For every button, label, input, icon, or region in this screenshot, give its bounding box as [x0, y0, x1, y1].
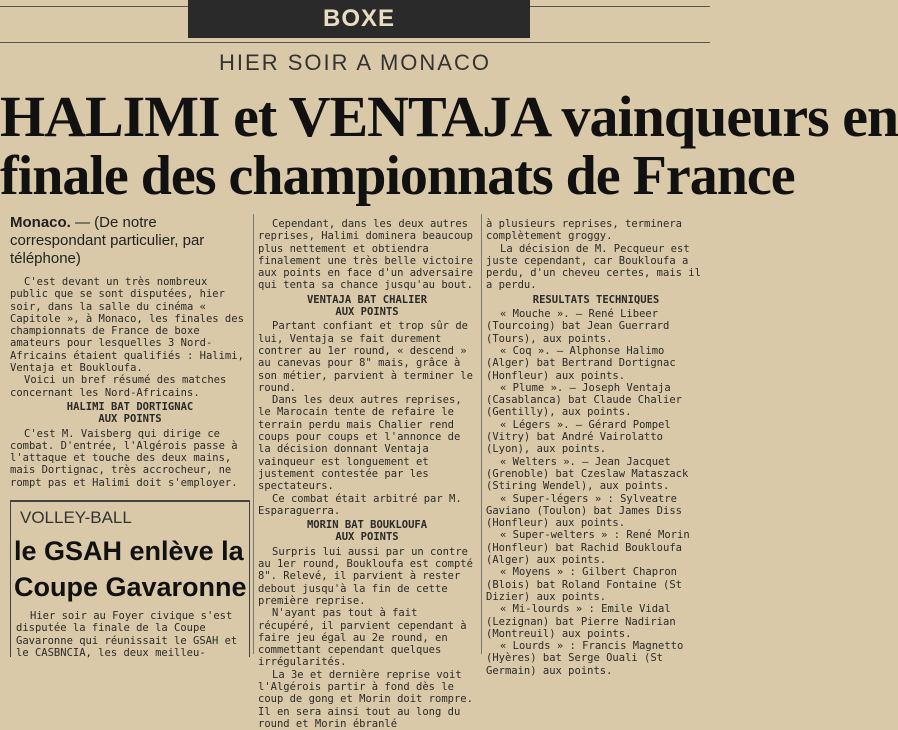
paragraph: La décision de M. Pecqueur est juste cependant, car Boukloufa a perdu, d'un cheveu certes, mais il a perdu.: [486, 242, 701, 292]
paragraph: C'est devant un très nombreux public que se sont disputées, hier soir, dans la salle du cinéma « Capitole », à Monaco, les finales des championnats de France de boxe amateurs pour lesquelles 3 Nord-Africains étaient qualifiés : Halimi, Ventaja et Boukloufa.: [10, 276, 244, 375]
headline-line-2: finale des championnats de France: [0, 145, 795, 207]
paragraph: La 3e et dernière reprise voit l'Algérois partir à fond dès le coup de gong et Morin doit rompre. Il en sera ainsi tout au long du round et Morin ébranlé: [258, 668, 473, 730]
result-item: « Mouche ». — René Libeer (Tourcoing) bat Jean Guerrard (Tours), aux points.: [486, 308, 670, 345]
subheading: AUX POINTS: [335, 531, 399, 544]
headline-line-1: HALIMI et VENTAJA vainqueurs en: [0, 84, 898, 149]
result-item: « Super-légers » : Sylveatre Gaviano (Toulon) bat James Diss (Honfleur) aux points.: [486, 492, 682, 530]
article-column-3: [486, 218, 706, 677]
subheading: HALIMI BAT DORTIGNAC: [66, 400, 194, 413]
result-item: « Lourds » : Francis Magnetto (Hyères) bat Serge Ouali (St Germain) aux points.: [486, 640, 684, 677]
result-item: « Super-welters » : René Morin (Honfleur) bat Rachid Boukloufa (Alger) aux points.: [486, 529, 690, 567]
column-divider-1: [253, 214, 254, 654]
results-heading: RESULTATS TECHNIQUES: [532, 293, 660, 306]
subheading: MORIN BAT BOUKLOUFA: [306, 519, 428, 532]
banner-rule: [0, 42, 710, 43]
dateline-place: Monaco.: [10, 214, 71, 231]
dateline: [10, 214, 250, 268]
subheading: AUX POINTS: [98, 413, 162, 426]
article-column-1: [10, 276, 250, 489]
paragraph: N'ayant pas tout à fait récupéré, il parvient cependant à faire jeu égal au 2e round, en commettant cependant quelques irrégularités.: [258, 607, 467, 669]
paragraph: Hier soir au Foyer civique s'est disputée la finale de la Coupe Gavaronne qui réunissait le GSAH et le CASBNCIA, les deux meilleu-: [16, 610, 238, 659]
paragraph: Surpris lui aussi par un contre au 1er round, Boukloufa est compté 8". Relevé, il parvient à rester debout jusqu'à la fin de cette première reprise.: [258, 545, 473, 607]
result-item: « Welters ». — Jean Jacquet (Grenoble) bat Czeslaw Mataszack (Stiring Wendel), aux points.: [486, 455, 689, 493]
paragraph: Voici un bref résumé des matches concernant les Nord-Africains.: [10, 374, 227, 399]
volley-headline-2: Coupe Gavaronne: [14, 572, 247, 602]
paragraph: C'est M. Vaisberg qui dirige ce combat. D'entrée, l'Algérois passe à l'attaque et touche des deux mains, mais Dortignac, très accrocheur, ne rompt pas et Halimi doit s'employer.: [10, 427, 238, 489]
paragraph: Partant confiant et trop sûr de lui, Ventaja se fait durement contrer au 1er round, « descend » au canevas pour 8" mais, grâce à son métier, parvient à terminer le round.: [258, 320, 473, 394]
paragraph: Dans les deux autres reprises, le Marocain tente de refaire le terrain perdu mais Chalier rend coups pour coups et l'annonce de la décision donnant Ventaja vainqueur est longuement et justement contestée par les spectateurs.: [258, 394, 462, 493]
article-kicker: HIER SOIR A MONACO: [219, 50, 491, 75]
dateline-text: — (De notre correspondant particulier, par téléphone): [10, 214, 205, 267]
article-column-2: [258, 218, 476, 730]
volley-kicker: VOLLEY-BALL: [20, 508, 132, 527]
subheading: AUX POINTS: [335, 306, 399, 319]
paragraph: Ce combat était arbitré par M. Esparaguerra.: [258, 492, 462, 517]
result-item: « Plume ». — Joseph Ventaja (Casablanca) bat Claude Chalier (Gentilly), aux points.: [486, 381, 682, 419]
paragraph: Cependant, dans les deux autres reprises, Halimi dominera beaucoup plus nettement et obtiendra finalement une très belle victoire aux points en face d'un adversaire qui tenta sa chance jusqu'au bout.: [258, 218, 473, 292]
result-item: « Moyens » : Gilbert Chapron (Blois) bat Roland Fontaine (St Dizier) aux points.: [486, 566, 682, 603]
subheading: VENTAJA BAT CHALIER: [306, 293, 428, 306]
column-divider-2: [481, 214, 482, 654]
paragraph: à plusieurs reprises, terminera complètement groggy.: [486, 218, 682, 243]
section-banner: BOXE: [188, 0, 530, 38]
volley-headline-1: le GSAH enlève la: [14, 536, 244, 566]
result-item: « Mi-lourds » : Emile Vidal (Lezignan) bat Pierre Nadirian (Montreuil) aux points.: [486, 603, 676, 640]
result-item: « Coq ». — Alphonse Halimo (Alger) bat Bertrand Dortignac (Honfleur) aux points.: [486, 344, 676, 382]
result-item: « Légers ». — Gérard Pompel (Vitry) bat André Vairolatto (Lyon), aux points.: [486, 418, 671, 456]
volley-text: [16, 610, 244, 659]
